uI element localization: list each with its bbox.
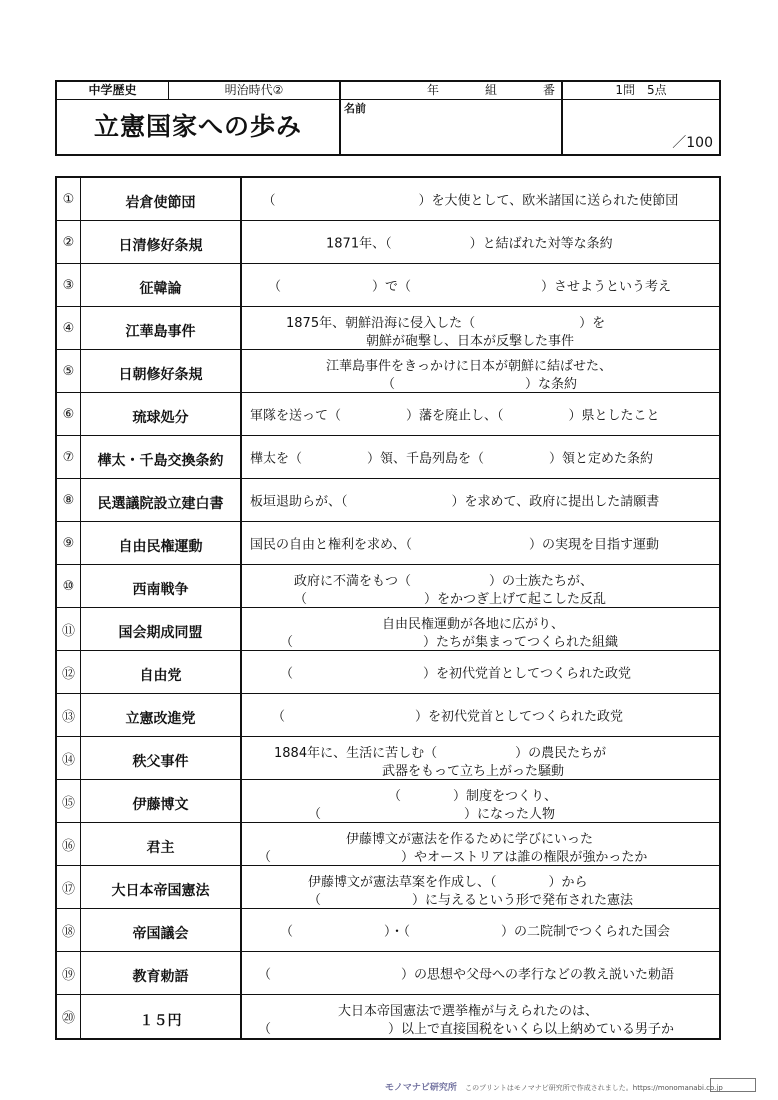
- description-line: 朝鮮が砲撃し、日本が反撃した事件: [366, 334, 575, 349]
- description-line: 大日本帝国憲法で選挙権が与えられたのは、: [338, 1004, 599, 1019]
- description-line: （ ）で（ ）させようという考え: [268, 279, 672, 295]
- year-label: 年: [427, 83, 440, 97]
- stamp-box: [710, 1078, 756, 1092]
- question-number: ⑩: [57, 565, 81, 607]
- question-number: ⑱: [57, 909, 81, 951]
- answer-term: 国会期成同盟: [81, 608, 242, 650]
- question-table: [55, 176, 721, 1040]
- question-row: [57, 565, 719, 608]
- question-number: ⑪: [57, 608, 81, 650]
- answer-term: 征韓論: [81, 264, 242, 306]
- description-line: 1875年、朝鮮沿海に侵入した（ ）を: [286, 316, 606, 331]
- question-number: ②: [57, 221, 81, 263]
- question-row: [57, 522, 719, 565]
- question-description: [242, 479, 719, 521]
- description-line: （ ）・（ ）の二院制でつくられた国会: [280, 924, 671, 940]
- description-line: 武器をもって立ち上がった騒動: [382, 764, 565, 779]
- question-row: [57, 823, 719, 866]
- description-line: 国民の自由と権利を求め、（ ）の実現を目指す運動: [250, 537, 659, 553]
- question-description: [242, 823, 719, 865]
- description-line: 自由民権運動が各地に広がり、: [382, 617, 565, 632]
- answer-term: 江華島事件: [81, 307, 242, 349]
- description-line: 1871年、（ ）と結ばれた対等な条約: [326, 236, 613, 252]
- answer-term: 自由民権運動: [81, 522, 242, 564]
- question-description: [242, 952, 719, 994]
- question-row: [57, 995, 719, 1038]
- points-per-question: 1問 5点: [563, 82, 719, 100]
- class-info: [341, 82, 563, 100]
- question-description: [242, 651, 719, 693]
- description-line: （ ）たちが集まってつくられた組織: [280, 635, 619, 650]
- question-row: [57, 952, 719, 995]
- class-label: 組: [485, 83, 498, 97]
- question-description: [242, 264, 719, 306]
- question-row: [57, 866, 719, 909]
- question-row: [57, 694, 719, 737]
- question-description: [242, 565, 719, 607]
- question-number: ⑫: [57, 651, 81, 693]
- question-row: [57, 651, 719, 694]
- description-line: （ ）になった人物: [308, 807, 556, 822]
- score-field[interactable]: [563, 100, 719, 154]
- answer-term: 日朝修好条規: [81, 350, 242, 392]
- score-total: ／100: [672, 135, 713, 151]
- description-line: （ ）に与えるという形で発布された憲法: [308, 893, 634, 908]
- question-number: ⑦: [57, 436, 81, 478]
- question-description: [242, 608, 719, 650]
- question-description: [242, 436, 719, 478]
- question-number: ⑭: [57, 737, 81, 779]
- answer-term: 伊藤博文: [81, 780, 242, 822]
- question-row: [57, 608, 719, 651]
- answer-term: 琉球処分: [81, 393, 242, 435]
- description-line: （ ）やオーストリアは誰の権限が強かったか: [258, 850, 648, 865]
- question-row: [57, 436, 719, 479]
- answer-term: 日清修好条規: [81, 221, 242, 263]
- question-row: [57, 909, 719, 952]
- question-number: ⑧: [57, 479, 81, 521]
- answer-term: 秩父事件: [81, 737, 242, 779]
- number-label: 番: [543, 83, 556, 97]
- name-label: 名前: [344, 102, 366, 115]
- question-description: [242, 350, 719, 392]
- description-line: 伊藤博文が憲法草案を作成し、（ ）から: [308, 875, 588, 890]
- answer-term: 帝国議会: [81, 909, 242, 951]
- answer-term: 民選議院設立建白書: [81, 479, 242, 521]
- description-line: 政府に不満をもつ（ ）の士族たちが、: [294, 574, 594, 589]
- question-description: [242, 178, 719, 220]
- name-field[interactable]: [341, 100, 563, 154]
- question-number: ⑥: [57, 393, 81, 435]
- question-number: ⑨: [57, 522, 81, 564]
- question-row: [57, 780, 719, 823]
- question-row: [57, 350, 719, 393]
- answer-term: 君主: [81, 823, 242, 865]
- question-description: [242, 221, 719, 263]
- description-line: （ ）制度をつくり、: [388, 789, 558, 804]
- description-line: 樺太を（ ）領、千島列島を（ ）領と定めた条約: [250, 451, 654, 467]
- question-description: [242, 307, 719, 349]
- question-description: [242, 995, 719, 1038]
- question-number: ⑯: [57, 823, 81, 865]
- answer-term: 西南戦争: [81, 565, 242, 607]
- question-row: [57, 479, 719, 522]
- description-line: （ ）を大使として、欧米諸国に送られた使節団: [256, 193, 679, 209]
- page-title: 立憲国家への歩み: [57, 100, 341, 154]
- answer-term: 教育勅語: [81, 952, 242, 994]
- question-number: ⑰: [57, 866, 81, 908]
- answer-term: 岩倉使節団: [81, 178, 242, 220]
- question-number: ⑳: [57, 995, 81, 1038]
- question-number: ①: [57, 178, 81, 220]
- worksheet-header: [55, 80, 721, 156]
- description-line: 1884年に、生活に苦しむ（ ）の農民たちが: [274, 746, 607, 761]
- question-description: [242, 780, 719, 822]
- answer-term: 大日本帝国憲法: [81, 866, 242, 908]
- footer-text: このプリントはモノマナビ研究所で作成されました。https://monomanabi.co.jp: [465, 1084, 723, 1092]
- description-line: 板垣退助らが、（ ）を求めて、政府に提出した請願書: [250, 494, 660, 510]
- description-line: （ ）を初代党首としてつくられた政党: [280, 666, 632, 682]
- question-description: [242, 393, 719, 435]
- question-row: [57, 264, 719, 307]
- description-line: （ ）な条約: [382, 377, 578, 392]
- question-row: [57, 307, 719, 350]
- description-line: （ ）以上で直接国税をいくら以上納めている男子か: [258, 1022, 675, 1037]
- answer-term: 立憲改進党: [81, 694, 242, 736]
- footer: [385, 1080, 723, 1093]
- question-number: ③: [57, 264, 81, 306]
- description-line: 軍隊を送って（ ）藩を廃止し、（ ）県としたこと: [250, 408, 660, 424]
- question-number: ⑮: [57, 780, 81, 822]
- description-line: （ ）の思想や父母への孝行などの教え説いた勅語: [258, 967, 675, 983]
- brand-logo: モノマナビ研究所: [385, 1083, 457, 1093]
- question-number: ⑬: [57, 694, 81, 736]
- answer-term: 自由党: [81, 651, 242, 693]
- question-number: ⑤: [57, 350, 81, 392]
- description-line: 江華島事件をきっかけに日本が朝鮮に結ばせた、: [326, 359, 613, 374]
- description-line: 伊藤博文が憲法を作るために学びにいった: [346, 832, 594, 847]
- answer-term: 樺太・千島交換条約: [81, 436, 242, 478]
- question-number: ⑲: [57, 952, 81, 994]
- question-description: [242, 694, 719, 736]
- answer-term: １５円: [81, 995, 242, 1038]
- description-line: （ ）をかつぎ上げて起こした反乱: [294, 592, 607, 607]
- question-number: ④: [57, 307, 81, 349]
- question-row: [57, 221, 719, 264]
- question-description: [242, 866, 719, 908]
- question-description: [242, 522, 719, 564]
- description-line: （ ）を初代党首としてつくられた政党: [272, 709, 624, 725]
- subject-label: 中学歴史: [57, 82, 169, 100]
- question-row: [57, 178, 719, 221]
- question-description: [242, 737, 719, 779]
- question-row: [57, 393, 719, 436]
- unit-label: 明治時代②: [169, 82, 341, 100]
- question-description: [242, 909, 719, 951]
- question-row: [57, 737, 719, 780]
